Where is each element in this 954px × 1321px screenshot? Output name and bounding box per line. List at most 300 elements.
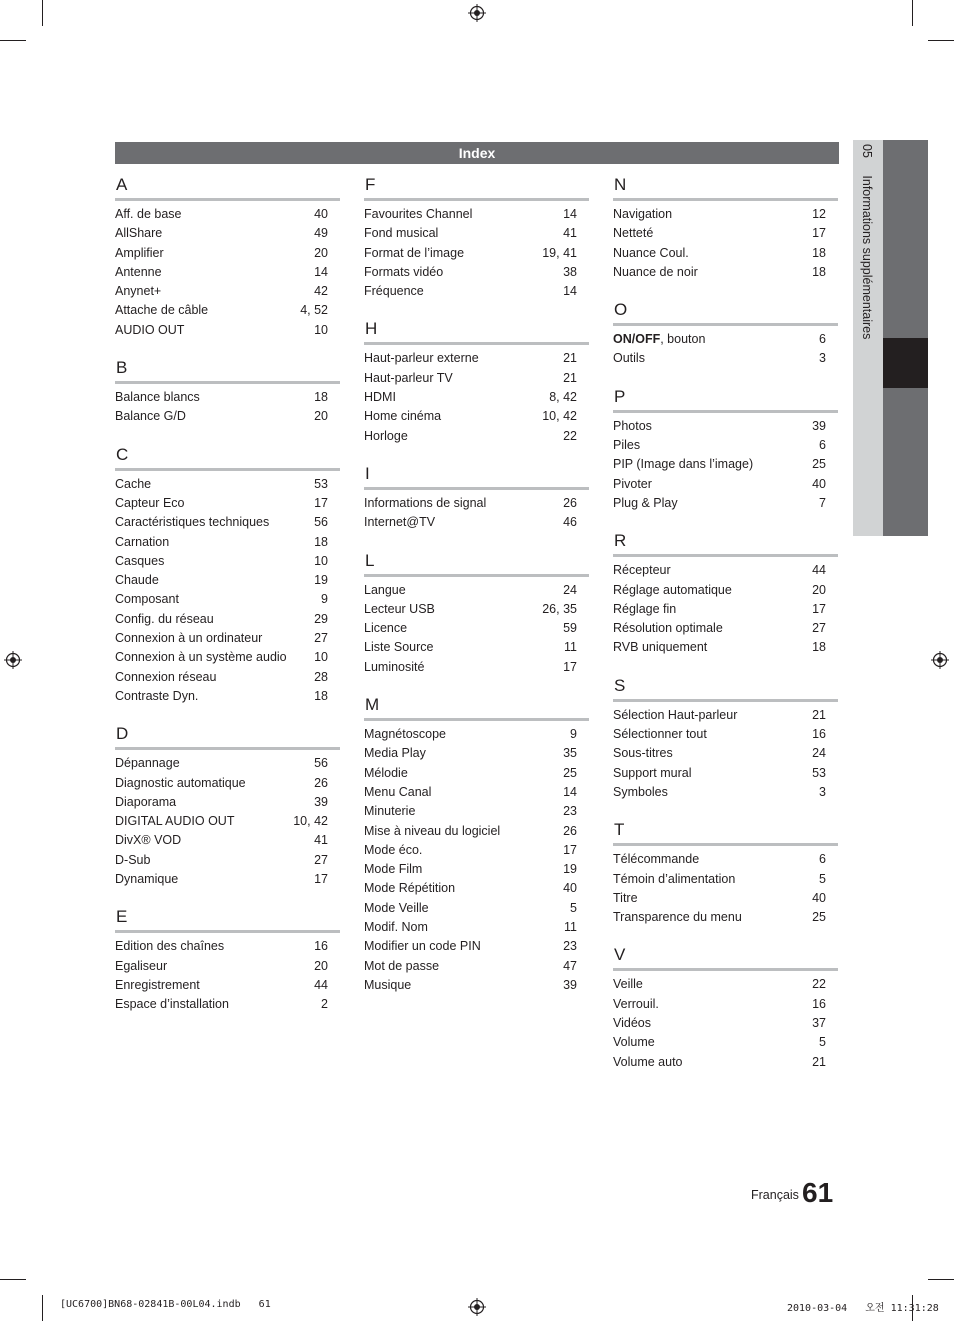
entry-page: 18	[314, 688, 328, 703]
entry-term-text: Mise à niveau du logiciel	[364, 823, 501, 838]
entry-term-text: Luminosité	[364, 659, 425, 674]
entry-page: 39	[314, 794, 328, 809]
index-entry	[613, 1033, 838, 1052]
entry-term-text: Egaliseur	[115, 958, 168, 973]
section-letter: S	[613, 673, 838, 702]
entry-term-text: Télécommande	[613, 852, 700, 867]
entry-page: 53	[314, 476, 328, 491]
index-entry	[364, 822, 589, 841]
entry-term	[364, 899, 429, 918]
entry-page: 21	[563, 370, 577, 385]
index-entry	[364, 224, 589, 243]
entry-term-text: Minuterie	[364, 804, 416, 819]
entry-page: 18	[812, 245, 826, 260]
entry-term-text: Licence	[364, 621, 408, 636]
entry-term	[613, 706, 737, 725]
entry-term-text: DIGITAL AUDIO OUT	[115, 814, 235, 829]
entry-term-text: RVB uniquement	[613, 640, 708, 655]
page-number: 61	[802, 1177, 834, 1208]
entry-term-text: Mélodie	[364, 765, 408, 780]
entry-term-text: Récepteur	[613, 563, 671, 578]
entry-term-text: Home cinéma	[364, 409, 442, 424]
entry-term-text: Titre	[613, 890, 638, 905]
index-entry	[115, 244, 340, 263]
entry-page: 17	[314, 495, 328, 510]
section-letter: T	[613, 817, 838, 846]
entry-term	[613, 494, 678, 513]
entry-page: 25	[812, 457, 826, 472]
entry-term	[115, 668, 216, 687]
index-section-f	[364, 172, 589, 301]
entry-term	[364, 918, 428, 937]
entry-term	[613, 870, 735, 889]
index-entry	[364, 725, 589, 744]
entry-term	[364, 263, 443, 282]
index-entry	[613, 224, 838, 243]
crop-mark	[928, 1279, 954, 1280]
entry-term	[613, 975, 643, 994]
entry-term	[613, 619, 723, 638]
index-entry	[115, 407, 340, 426]
entry-term-text: Enregistrement	[115, 977, 200, 992]
entry-term	[115, 571, 159, 590]
entry-term-text: Media Play	[364, 746, 426, 761]
index-entry	[115, 263, 340, 282]
entry-term-text: Fréquence	[364, 284, 424, 299]
index-entry	[613, 744, 838, 763]
entry-page: 21	[812, 1054, 826, 1069]
entry-page: 39	[563, 977, 577, 992]
side-tab-label	[860, 144, 874, 339]
entry-term-text: Connexion à un système audio	[115, 650, 287, 665]
index-entry	[115, 957, 340, 976]
entry-term-text: Symboles	[613, 784, 668, 799]
entry-term-text: Sélection Haut-parleur	[613, 707, 738, 722]
index-entry	[613, 581, 838, 600]
entry-term-text: Capteur Eco	[115, 495, 185, 510]
index-entry	[364, 513, 589, 532]
index-section-s	[613, 673, 838, 802]
index-section-d	[115, 721, 340, 889]
entry-term	[613, 1033, 655, 1052]
entry-term	[613, 1053, 683, 1072]
entry-term	[115, 301, 208, 320]
entry-term	[613, 744, 673, 763]
index-entry	[115, 533, 340, 552]
entry-page: 20	[314, 958, 328, 973]
entry-term	[115, 205, 182, 224]
entry-page: 5	[819, 1035, 826, 1050]
entry-term	[613, 244, 689, 263]
index-entry	[364, 976, 589, 995]
index-entry	[115, 812, 340, 831]
entry-term-text: Informations de signal	[364, 495, 487, 510]
crop-mark	[42, 0, 43, 26]
entry-term-text: Photos	[613, 418, 652, 433]
entry-page: 26	[563, 823, 577, 838]
section-letter: P	[613, 384, 838, 413]
entry-term-text: Connexion réseau	[115, 669, 217, 684]
entry-term-text: Transparence du menu	[613, 910, 742, 925]
entry-page: 40	[314, 207, 328, 221]
entry-page: 9	[570, 727, 577, 742]
index-entry	[364, 619, 589, 638]
entry-term	[364, 860, 422, 879]
entry-term-text: Outils	[613, 351, 645, 366]
entry-term	[364, 600, 435, 619]
entry-term-text: Edition des chaînes	[115, 939, 225, 954]
index-entry	[364, 263, 589, 282]
index-entry	[364, 879, 589, 898]
entry-term	[613, 417, 652, 436]
entry-term-text: Veille	[613, 977, 643, 992]
index-section-m	[364, 692, 589, 995]
entry-page: 20	[812, 582, 826, 597]
registration-mark-icon	[468, 4, 486, 22]
entry-page: 18	[812, 264, 826, 279]
index-entry	[613, 889, 838, 908]
entry-page: 17	[812, 601, 826, 616]
entry-term	[613, 638, 707, 657]
index-entry	[364, 783, 589, 802]
entry-term	[364, 783, 431, 802]
entry-page: 28	[314, 669, 328, 684]
side-tab-block	[883, 388, 928, 536]
index-section-t	[613, 817, 838, 927]
entry-page: 26	[563, 495, 577, 510]
index-entry	[115, 851, 340, 870]
index-entry	[613, 263, 838, 282]
entry-term-text: Horloge	[364, 428, 408, 443]
index-column-2	[364, 172, 589, 1010]
entry-page: 26	[314, 775, 328, 790]
entry-page: 27	[812, 621, 826, 636]
print-slug-left: [UC6700]BN68-02841B-00L04.indb 61	[60, 1299, 271, 1310]
index-entry	[364, 581, 589, 600]
entry-page: 3	[819, 784, 826, 799]
index-section-c	[115, 442, 340, 707]
entry-page: 17	[563, 659, 577, 674]
index-section-e	[115, 904, 340, 1014]
entry-page: 6	[819, 852, 826, 867]
entry-term	[364, 388, 396, 407]
entry-term	[115, 995, 229, 1014]
index-entry	[115, 976, 340, 995]
entry-page: 10	[314, 650, 328, 665]
entry-term-text: Support mural	[613, 765, 692, 780]
entry-term-text: Modifier un code PIN	[364, 939, 481, 954]
entry-term-text: Réglage automatique	[613, 582, 732, 597]
index-entry	[115, 774, 340, 793]
entry-term	[115, 851, 150, 870]
entry-term-text: Modif. Nom	[364, 920, 428, 935]
index-entry	[613, 600, 838, 619]
entry-term	[364, 976, 411, 995]
entry-page: 23	[563, 804, 577, 819]
entry-page: 14	[563, 284, 577, 299]
entry-term-text: AllShare	[115, 226, 163, 241]
entry-page: 59	[563, 621, 577, 636]
index-entry	[613, 995, 838, 1014]
entry-page: 18	[314, 534, 328, 549]
entry-term-text: Mode Répétition	[364, 881, 456, 896]
index-entry	[115, 475, 340, 494]
index-entry	[115, 571, 340, 590]
entry-page: 41	[563, 226, 577, 241]
entry-term-text: Mode éco.	[364, 842, 423, 857]
index-entry	[613, 494, 838, 513]
entry-page: 38	[563, 264, 577, 279]
entry-page: 47	[563, 958, 577, 973]
entry-term	[613, 263, 698, 282]
entry-term-text: Format de l’image	[364, 245, 465, 260]
entry-page: 11	[564, 640, 577, 655]
crop-mark	[928, 40, 954, 41]
index-entry	[115, 668, 340, 687]
index-entry	[613, 764, 838, 783]
entry-term	[115, 244, 164, 263]
entry-page: 5	[819, 871, 826, 886]
entry-term-text: Chaude	[115, 573, 159, 588]
entry-page: 5	[570, 900, 577, 915]
index-entry	[115, 494, 340, 513]
section-letter: C	[115, 442, 340, 471]
entry-term	[613, 475, 652, 494]
chapter-number: 05	[860, 144, 874, 158]
entry-term-text: Lecteur USB	[364, 601, 435, 616]
index-entry	[115, 648, 340, 667]
entry-page: 14	[563, 207, 577, 221]
index-entry	[115, 937, 340, 956]
index-section-r	[613, 528, 838, 657]
entry-page: 25	[563, 765, 577, 780]
entry-term-text: Composant	[115, 592, 179, 607]
entry-term-text: Navigation	[613, 207, 673, 221]
entry-term-text: Amplifier	[115, 245, 164, 260]
entry-term-text: Contraste Dyn.	[115, 688, 199, 703]
entry-term	[613, 581, 732, 600]
side-tab-block	[883, 140, 928, 338]
entry-term	[115, 831, 181, 850]
index-entry	[613, 975, 838, 994]
entry-page: 17	[812, 226, 826, 241]
entry-page: 49	[314, 226, 328, 241]
entry-term-text: Volume	[613, 1035, 655, 1050]
index-entry	[364, 407, 589, 426]
section-letter: L	[364, 548, 589, 577]
index-entry	[115, 590, 340, 609]
entry-term-text: Anynet+	[115, 284, 162, 299]
entry-term-text: Internet@TV	[364, 515, 436, 530]
entry-term	[115, 793, 176, 812]
entry-page: 16	[812, 727, 826, 742]
index-entry	[115, 282, 340, 301]
entry-term	[613, 205, 672, 224]
entry-term	[364, 427, 408, 446]
entry-page: 26, 35	[542, 601, 577, 616]
crop-mark	[42, 1295, 43, 1321]
entry-term-text: Antenne	[115, 264, 162, 279]
section-letter: F	[364, 172, 589, 201]
entry-term	[115, 957, 167, 976]
entry-term	[115, 687, 198, 706]
entry-term-text: Vidéos	[613, 1016, 651, 1031]
entry-page: 40	[812, 476, 826, 491]
index-section-o	[613, 297, 838, 369]
entry-term	[613, 889, 638, 908]
entry-term-text: Sélectionner tout	[613, 727, 707, 742]
entry-term-text: Sous-titres	[613, 746, 673, 761]
entry-term-text: Mode Film	[364, 862, 423, 877]
entry-term-text: Volume auto	[613, 1054, 683, 1069]
entry-page: 16	[812, 996, 826, 1011]
entry-term-text: Dépannage	[115, 756, 180, 771]
index-entry	[613, 638, 838, 657]
index-section-a	[115, 172, 340, 340]
entry-term-text: Fond musical	[364, 226, 439, 241]
index-entry	[613, 1053, 838, 1072]
index-entry	[613, 561, 838, 580]
index-title-bar	[115, 142, 839, 164]
index-entry	[115, 321, 340, 340]
registration-mark-icon	[931, 651, 949, 669]
index-entry	[115, 388, 340, 407]
section-letter: B	[115, 355, 340, 384]
entry-term-text: Mode Veille	[364, 900, 429, 915]
entry-page: 53	[812, 765, 826, 780]
entry-term	[364, 879, 455, 898]
entry-term-text: Dynamique	[115, 872, 179, 887]
entry-term-text: Musique	[364, 977, 412, 992]
entry-term-text: D-Sub	[115, 852, 151, 867]
chapter-title: Informations supplémentaires	[860, 175, 874, 340]
entry-term	[364, 224, 438, 243]
index-entry	[364, 937, 589, 956]
index-entry	[115, 513, 340, 532]
entry-term	[115, 870, 178, 889]
entry-term-text: Piles	[613, 438, 641, 453]
entry-term-text: Cache	[115, 476, 152, 491]
entry-term-text: Témoin d’alimentation	[613, 871, 736, 886]
entry-term	[115, 533, 169, 552]
entry-page: 27	[314, 852, 328, 867]
index-entry	[613, 706, 838, 725]
entry-term	[364, 282, 424, 301]
entry-term	[364, 957, 439, 976]
index-entry	[613, 1014, 838, 1033]
entry-page: 21	[563, 351, 577, 366]
entry-term	[364, 205, 472, 224]
entry-page: 18	[314, 390, 328, 405]
entry-term-text: Pivoter	[613, 476, 652, 491]
entry-term	[364, 744, 426, 763]
entry-page: 19	[314, 573, 328, 588]
entry-term	[364, 244, 464, 263]
index-section-p	[613, 384, 838, 513]
entry-term	[115, 976, 200, 995]
index-entry	[613, 455, 838, 474]
index-entry	[364, 764, 589, 783]
entry-page: 39	[812, 418, 826, 433]
entry-page: 10	[314, 322, 328, 337]
entry-term	[115, 494, 184, 513]
index-entry	[364, 600, 589, 619]
side-tab-marker	[883, 338, 928, 388]
entry-term-text: ON/OFF	[613, 332, 661, 347]
index-section-i	[364, 461, 589, 533]
entry-term	[364, 494, 486, 513]
entry-term	[613, 436, 640, 455]
entry-term	[364, 658, 424, 677]
entry-term-text: PIP (Image dans l’image)	[613, 457, 754, 472]
entry-term	[115, 475, 151, 494]
index-entry	[364, 957, 589, 976]
entry-term	[613, 349, 645, 368]
entry-term	[115, 610, 214, 629]
entry-term	[364, 802, 415, 821]
entry-term-text: HDMI	[364, 390, 396, 405]
entry-term	[115, 513, 269, 532]
entry-term-suffix: , bouton	[660, 332, 706, 347]
entry-page: 35	[563, 746, 577, 761]
index-entry	[115, 754, 340, 773]
entry-term-text: Verrouil.	[613, 996, 659, 1011]
entry-term	[613, 600, 676, 619]
entry-page: 11	[564, 920, 577, 935]
entry-term-text: DivX® VOD	[115, 833, 182, 848]
entry-term-text: Réglage fin	[613, 601, 677, 616]
index-column-3	[613, 172, 838, 1087]
entry-term-text: Plug & Play	[613, 495, 678, 510]
index-entry	[364, 244, 589, 263]
entry-term	[364, 349, 479, 368]
index-entry	[364, 658, 589, 677]
section-letter: O	[613, 297, 838, 326]
entry-page: 25	[812, 910, 826, 925]
section-letter: M	[364, 692, 589, 721]
entry-page: 40	[812, 890, 826, 905]
entry-term	[115, 388, 200, 407]
entry-page: 4, 52	[300, 303, 328, 318]
index-entry	[115, 995, 340, 1014]
index-section-v	[613, 942, 838, 1071]
section-letter: R	[613, 528, 838, 557]
entry-term	[115, 282, 161, 301]
index-entry	[115, 301, 340, 320]
entry-term	[613, 908, 742, 927]
index-entry	[613, 330, 838, 349]
entry-term-text: Liste Source	[364, 640, 434, 655]
index-entry	[364, 282, 589, 301]
entry-page: 56	[314, 756, 328, 771]
entry-page: 6	[819, 332, 826, 347]
entry-term	[613, 725, 707, 744]
entry-page: 42	[314, 284, 328, 299]
entry-page: 17	[314, 872, 328, 887]
index-entry	[364, 494, 589, 513]
entry-term	[364, 764, 408, 783]
entry-term	[115, 224, 162, 243]
entry-term	[115, 937, 224, 956]
registration-mark-icon	[468, 1298, 486, 1316]
entry-term	[364, 937, 481, 956]
entry-term	[115, 754, 180, 773]
entry-page: 19	[563, 862, 577, 877]
entry-term	[613, 330, 705, 349]
entry-page: 40	[563, 881, 577, 896]
entry-page: 10	[314, 553, 328, 568]
entry-term-text: Diagnostic automatique	[115, 775, 246, 790]
